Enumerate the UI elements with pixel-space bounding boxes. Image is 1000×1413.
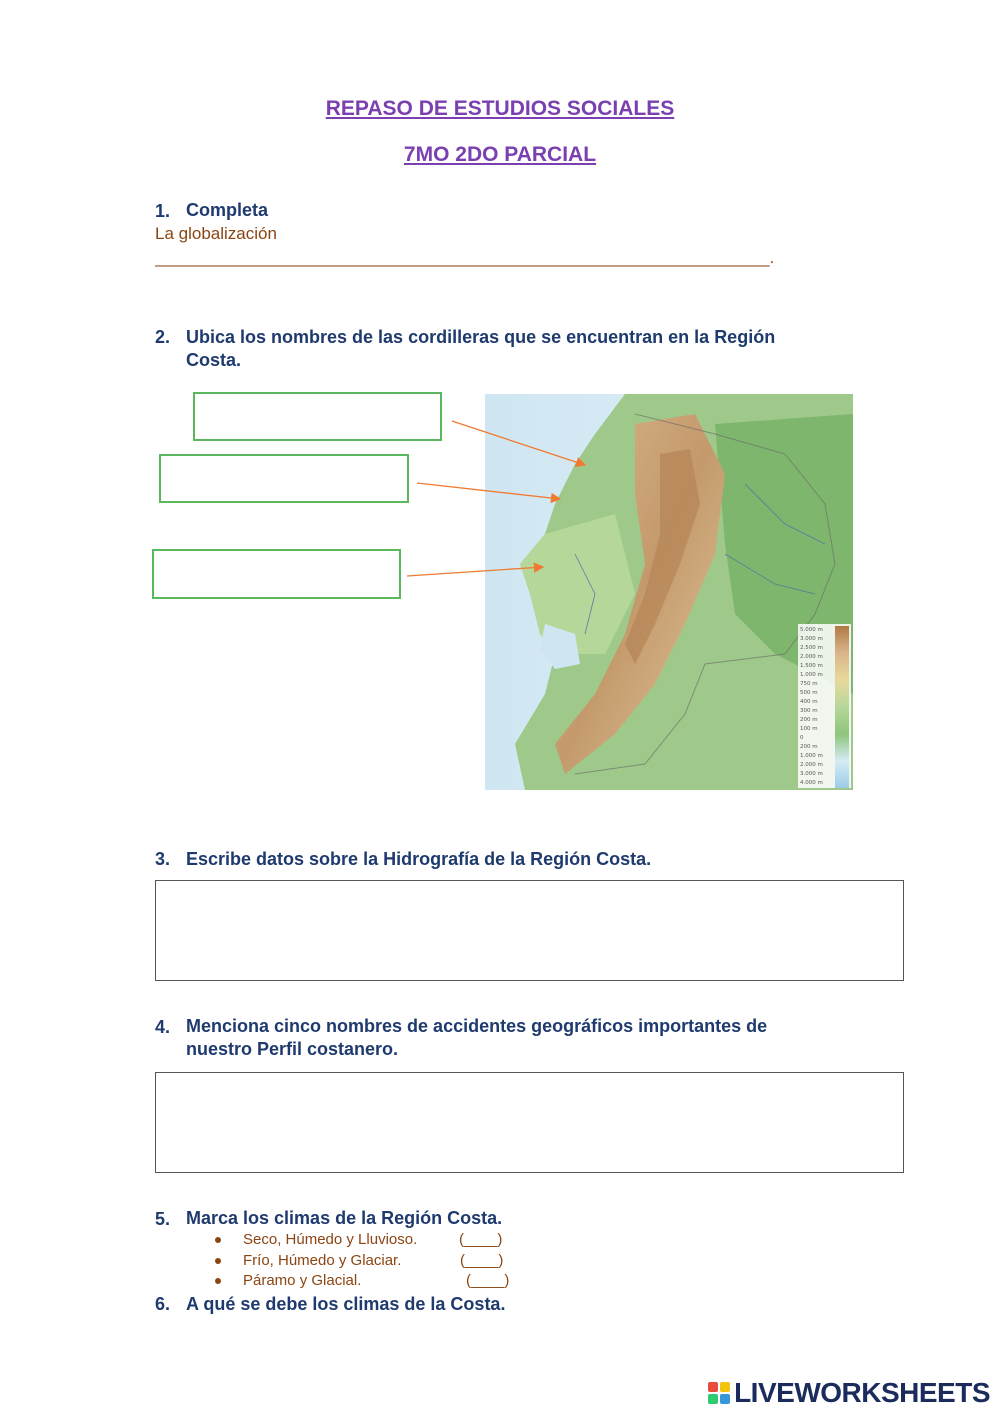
question-4-text-line2: nuestro Perfil costanero. [186,1039,399,1059]
clima-option-3-blank[interactable]: (____) [466,1272,510,1289]
legend-label: 0 [800,735,804,741]
question-3-text: Escribe datos sobre la Hidrografía de la Región Costa. [186,849,652,869]
elevation-legend [799,626,851,788]
question-6-text: A qué se debe los climas de la Costa. [186,1294,506,1314]
clima-option-1-label: Seco, Húmedo y Lluvioso. [243,1231,418,1248]
ecuador-relief-map [485,394,853,790]
page-subtitle: 7MO 2DO PARCIAL [403,143,597,166]
question-5-number: 5. [155,1209,171,1229]
legend-label: 3.000 m [800,771,823,777]
legend-label: 400 m [800,699,818,705]
bullet-icon [215,1278,221,1284]
elevation-legend-scale [835,626,849,788]
legend-label: 3.000 m [800,636,823,642]
legend-label: 2.000 m [800,654,823,660]
elevation-legend-labels [800,626,823,788]
legend-label: 200 m [800,744,818,750]
question-5-text: Marca los climas de la Región Costa. [186,1208,503,1228]
cordillera-answer-box-3[interactable] [152,549,401,599]
accidentes-answer-box[interactable] [155,1072,904,1173]
page-title: REPASO DE ESTUDIOS SOCIALES [325,97,675,120]
legend-label: 200 m [800,717,818,723]
legend-label: 750 m [800,681,818,687]
legend-label: 2.500 m [800,645,823,651]
clima-option-2 [215,1252,401,1269]
question-1-text: Completa [186,200,269,220]
bullet-icon [215,1258,221,1264]
legend-label: 4.000 m [800,780,823,786]
liveworksheets-logo [708,1376,990,1410]
logo-text: LIVEWORKSHEETS [734,1377,990,1408]
question-6-number: 6. [155,1294,171,1314]
question-3-number: 3. [155,849,171,869]
clima-option-3 [215,1272,361,1289]
clima-option-2-blank[interactable]: (____) [460,1252,504,1269]
cordillera-answer-box-2[interactable] [159,454,409,503]
legend-label: 1.000 m [800,753,823,759]
question-4-number: 4. [155,1017,171,1037]
legend-label: 500 m [800,690,818,696]
hidrografia-answer-box[interactable] [155,880,904,981]
legend-label: 5.000 m [800,627,823,633]
legend-label: 300 m [800,708,818,714]
clima-option-2-label: Frío, Húmedo y Glaciar. [243,1252,402,1269]
legend-label: 100 m [800,726,818,732]
question-1-answer-blank[interactable]: _________________________________________________________________. [155,248,775,267]
question-1-prompt: La globalización [155,224,277,243]
cordillera-answer-box-1[interactable] [193,392,442,441]
clima-option-1 [215,1231,417,1248]
legend-label: 2.000 m [800,762,823,768]
bullet-icon [215,1237,221,1243]
question-2-text-line1: Ubica los nombres de las cordilleras que se encuentran en la Región [186,327,776,347]
clima-option-3-label: Páramo y Glacial. [243,1272,362,1289]
question-1-number: 1. [155,201,171,221]
clima-option-1-blank[interactable]: (____) [459,1231,503,1248]
question-2-number: 2. [155,327,171,347]
question-4-text [186,1015,906,1061]
question-2-text-line2: Costa. [186,350,242,370]
question-4-text-line1: Menciona cinco nombres de accidentes geográficos importantes de [186,1016,768,1036]
legend-label: 1.500 m [800,663,823,669]
logo-icon [708,1382,730,1404]
legend-label: 1.000 m [800,672,823,678]
question-2-text [186,326,886,372]
